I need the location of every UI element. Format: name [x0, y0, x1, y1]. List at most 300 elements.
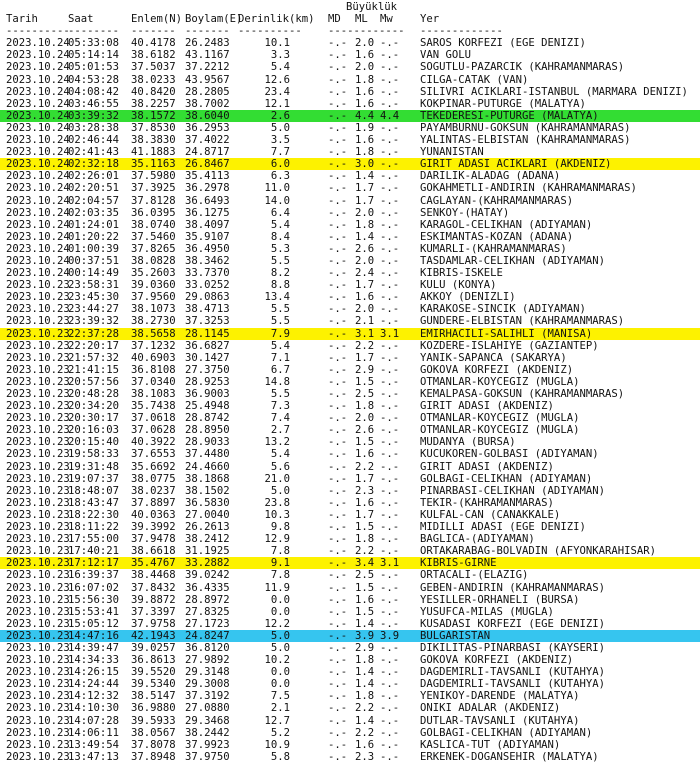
row-depth: 8.2	[270, 267, 290, 280]
earthquake-row	[0, 509, 700, 521]
row-ml: 1.8	[355, 654, 375, 667]
row-place: KOZDERE-ISLAHIYE (GAZIANTEP)	[420, 339, 599, 352]
row-mw: -.-	[380, 678, 400, 691]
earthquake-row	[0, 666, 700, 678]
row-time: 03:28:38	[68, 121, 120, 134]
row-time: 01:20:22	[68, 230, 120, 243]
earthquake-row	[0, 739, 700, 751]
column-header-latitude: Enlem(N)	[131, 13, 183, 26]
row-ml: 2.5	[355, 569, 375, 582]
row-depth: 3.3	[270, 49, 290, 62]
earthquake-row	[0, 715, 700, 727]
row-mw: -.-	[380, 363, 400, 376]
row-longitude: 28.9253	[185, 375, 230, 388]
row-place: TASDAMLAR-CELIKHAN (ADIYAMAN)	[420, 254, 605, 267]
row-date: 2023.10.23	[6, 400, 70, 413]
row-time: 14:34:33	[68, 654, 120, 667]
row-mw: -.-	[380, 569, 400, 582]
row-date: 2023.10.24	[6, 194, 70, 207]
row-longitude: 37.3192	[185, 690, 230, 703]
row-longitude: 35.4113	[185, 170, 230, 183]
row-place: MUDANYA (BURSA)	[420, 436, 516, 449]
row-date: 2023.10.23	[6, 448, 70, 461]
row-depth: 5.5	[270, 315, 290, 328]
earthquake-row	[0, 642, 700, 654]
row-longitude: 37.4480	[185, 448, 230, 461]
row-longitude: 38.4713	[185, 303, 230, 316]
row-time: 02:41:43	[68, 146, 120, 159]
row-ml: 2.0	[355, 303, 375, 316]
row-depth: 0.0	[270, 666, 290, 679]
row-ml: 2.2	[355, 460, 375, 473]
row-md: -.-	[328, 496, 348, 509]
row-md: -.-	[328, 581, 348, 594]
row-time: 01:00:39	[68, 242, 120, 255]
row-ml: 2.4	[355, 267, 375, 280]
row-date: 2023.10.24	[6, 146, 70, 159]
row-ml: 1.6	[355, 496, 375, 509]
earthquake-row	[0, 569, 700, 581]
row-date: 2023.10.23	[6, 436, 70, 449]
row-date: 2023.10.23	[6, 484, 70, 497]
earthquake-row	[0, 630, 700, 642]
row-date: 2023.10.24	[6, 134, 70, 147]
row-depth: 5.5	[270, 388, 290, 400]
earthquake-row	[0, 461, 700, 473]
row-time: 14:12:32	[68, 690, 120, 703]
magnitude-group-header-row	[0, 1, 700, 13]
row-place: GUNDERE-ELBISTAN (KAHRAMANMARAS)	[420, 315, 625, 328]
row-time: 03:39:32	[68, 109, 120, 122]
row-date: 2023.10.24	[6, 121, 70, 134]
row-latitude: 35.7438	[131, 400, 176, 413]
row-place: YANIK-SAPANCA (SAKARYA)	[420, 351, 567, 364]
row-time: 14:47:16	[68, 629, 120, 642]
row-date: 2023.10.24	[6, 206, 70, 219]
row-md: -.-	[328, 182, 348, 195]
row-mw: -.-	[380, 279, 400, 292]
row-time: 20:34:20	[68, 400, 120, 413]
row-place: PAYAMBURNU-GOKSUN (KAHRAMANMARAS)	[420, 121, 631, 134]
row-latitude: 39.5520	[131, 666, 176, 679]
row-depth: 5.0	[270, 641, 290, 654]
row-mw: -.-	[380, 508, 400, 521]
row-time: 14:10:30	[68, 702, 120, 715]
magnitude-group-label: Büyüklük	[346, 1, 398, 13]
row-longitude: 25.4948	[185, 400, 230, 413]
row-time: 15:53:41	[68, 605, 120, 618]
row-ml: 1.4	[355, 678, 375, 691]
row-place: KARAGOL-CELIKHAN (ADIYAMAN)	[420, 218, 593, 231]
row-md: -.-	[328, 569, 348, 582]
earthquake-row	[0, 74, 700, 86]
row-mw: -.-	[380, 218, 400, 231]
row-depth: 7.8	[270, 545, 290, 558]
row-depth: 2.6	[270, 109, 290, 122]
row-place: TEKEDERESI-PUTURGE (MALATYA)	[420, 109, 599, 122]
row-mw: 3.1	[380, 327, 400, 340]
row-depth: 12.9	[264, 533, 290, 546]
row-date: 2023.10.24	[6, 218, 70, 231]
row-depth: 6.7	[270, 363, 290, 376]
separator-date: ----------	[6, 25, 70, 38]
row-depth: 9.1	[270, 557, 290, 570]
row-ml: 2.0	[355, 412, 375, 425]
row-mw: -.-	[380, 593, 400, 606]
row-place: SENKOY-(HATAY)	[420, 206, 510, 219]
row-place: CILGA-CATAK (VAN)	[420, 73, 529, 86]
row-latitude: 37.1232	[131, 339, 176, 352]
row-latitude: 38.2257	[131, 97, 176, 110]
row-depth: 14.8	[264, 375, 290, 388]
row-place: ESKIMANTAS-KOZAN (ADANA)	[420, 230, 574, 243]
row-md: -.-	[328, 533, 348, 546]
row-ml: 1.6	[355, 97, 375, 110]
row-latitude: 36.9880	[131, 702, 176, 715]
row-place: OTMANLAR-KOYCEGIZ (MUGLA)	[420, 412, 580, 425]
row-mw: -.-	[380, 484, 400, 497]
row-longitude: 37.9923	[185, 738, 230, 751]
row-md: -.-	[328, 617, 348, 630]
row-depth: 14.0	[264, 194, 290, 207]
row-latitude: 37.6553	[131, 448, 176, 461]
row-mw: -.-	[380, 666, 400, 679]
row-mw: -.-	[380, 37, 400, 50]
row-longitude: 31.1925	[185, 545, 230, 558]
row-time: 21:57:32	[68, 351, 120, 364]
row-ml: 2.1	[355, 315, 375, 328]
row-time: 18:48:07	[68, 484, 120, 497]
earthquake-row	[0, 158, 700, 170]
row-date: 2023.10.24	[6, 49, 70, 62]
row-place: KULFAL-CAN (CANAKKALE)	[420, 508, 561, 521]
row-longitude: 38.7002	[185, 97, 230, 110]
row-time: 05:14:14	[68, 49, 120, 62]
row-latitude: 37.0628	[131, 424, 176, 437]
row-md: -.-	[328, 702, 348, 715]
row-md: -.-	[328, 291, 348, 304]
row-date: 2023.10.23	[6, 714, 70, 727]
row-date: 2023.10.23	[6, 339, 70, 352]
row-place: GOKOVA KORFEZI (AKDENIZ)	[420, 363, 574, 376]
row-time: 23:45:30	[68, 291, 120, 304]
row-date: 2023.10.23	[6, 508, 70, 521]
earthquake-row	[0, 473, 700, 485]
row-depth: 5.0	[270, 121, 290, 134]
row-md: -.-	[328, 134, 348, 147]
row-time: 05:01:53	[68, 61, 120, 74]
row-ml: 4.4	[355, 109, 375, 122]
row-ml: 1.4	[355, 714, 375, 727]
row-longitude: 43.1167	[185, 49, 230, 62]
row-longitude: 33.2882	[185, 557, 230, 570]
row-ml: 1.4	[355, 666, 375, 679]
row-md: -.-	[328, 194, 348, 207]
row-place: KARAKOSE-SINCIK (ADIYAMAN)	[420, 303, 586, 316]
row-md: -.-	[328, 267, 348, 280]
row-latitude: 40.4178	[131, 37, 176, 50]
row-time: 04:53:28	[68, 73, 120, 86]
row-mw: -.-	[380, 339, 400, 352]
row-time: 02:04:57	[68, 194, 120, 207]
row-date: 2023.10.23	[6, 460, 70, 473]
row-place: SILIVRI ACIKLARI-ISTANBUL (MARMARA DENIZI)	[420, 85, 688, 98]
row-place: ONIKI ADALAR (AKDENIZ)	[420, 702, 561, 715]
row-ml: 1.8	[355, 690, 375, 703]
row-md: -.-	[328, 73, 348, 86]
row-ml: 2.6	[355, 424, 375, 437]
row-latitude: 37.9560	[131, 291, 176, 304]
row-time: 04:08:42	[68, 85, 120, 98]
row-longitude: 24.8717	[185, 146, 230, 159]
row-depth: 10.2	[264, 654, 290, 667]
row-latitude: 40.8420	[131, 85, 176, 98]
row-latitude: 38.2730	[131, 315, 176, 328]
earthquake-row	[0, 702, 700, 714]
row-mw: -.-	[380, 533, 400, 546]
row-mw: -.-	[380, 182, 400, 195]
row-place: OTMANLAR-KOYCEGIZ (MUGLA)	[420, 375, 580, 388]
row-longitude: 43.9567	[185, 73, 230, 86]
row-mw: -.-	[380, 254, 400, 267]
row-date: 2023.10.24	[6, 242, 70, 255]
row-latitude: 38.0233	[131, 73, 176, 86]
row-depth: 3.5	[270, 134, 290, 147]
row-time: 22:20:17	[68, 339, 120, 352]
row-mw: -.-	[380, 738, 400, 751]
row-mw: -.-	[380, 545, 400, 558]
row-longitude: 37.3253	[185, 315, 230, 328]
row-date: 2023.10.23	[6, 521, 70, 534]
row-date: 2023.10.23	[6, 472, 70, 485]
row-date: 2023.10.23	[6, 726, 70, 739]
row-depth: 10.3	[264, 508, 290, 521]
earthquake-row	[0, 594, 700, 606]
row-longitude: 27.1723	[185, 617, 230, 630]
row-place: DUTLAR-TAVSANLI (KUTAHYA)	[420, 714, 580, 727]
row-latitude: 38.0775	[131, 472, 176, 485]
earthquake-row	[0, 727, 700, 739]
row-mw: 4.4	[380, 109, 400, 122]
row-date: 2023.10.23	[6, 496, 70, 509]
row-date: 2023.10.23	[6, 702, 70, 715]
earthquake-row	[0, 424, 700, 436]
row-md: -.-	[328, 303, 348, 316]
row-mw: -.-	[380, 351, 400, 364]
row-place: GIRIT ADASI (AKDENIZ)	[420, 400, 554, 413]
row-latitude: 41.1883	[131, 146, 176, 159]
row-place: PINARBASI-CELIKHAN (ADIYAMAN)	[420, 484, 605, 497]
column-header-mw: Mw	[380, 13, 393, 26]
earthquake-row	[0, 618, 700, 630]
row-date: 2023.10.24	[6, 158, 70, 171]
earthquake-row	[0, 678, 700, 690]
row-time: 19:58:33	[68, 448, 120, 461]
row-date: 2023.10.23	[6, 303, 70, 316]
earthquake-row	[0, 582, 700, 594]
earthquake-row	[0, 134, 700, 146]
row-longitude: 38.4097	[185, 218, 230, 231]
row-mw: -.-	[380, 424, 400, 437]
row-time: 22:37:28	[68, 327, 120, 340]
earthquake-row	[0, 303, 700, 315]
row-longitude: 38.2442	[185, 726, 230, 739]
row-depth: 0.0	[270, 605, 290, 618]
row-longitude: 38.1868	[185, 472, 230, 485]
row-longitude: 27.3750	[185, 363, 230, 376]
row-date: 2023.10.23	[6, 593, 70, 606]
row-date: 2023.10.23	[6, 654, 70, 667]
row-depth: 6.0	[270, 158, 290, 171]
row-time: 13:47:13	[68, 750, 120, 763]
row-ml: 2.5	[355, 388, 375, 400]
earthquake-row	[0, 122, 700, 134]
row-longitude: 26.2483	[185, 37, 230, 50]
row-time: 16:39:37	[68, 569, 120, 582]
row-longitude: 28.2805	[185, 85, 230, 98]
row-longitude: 37.2212	[185, 61, 230, 74]
row-depth: 13.4	[264, 291, 290, 304]
earthquake-row	[0, 364, 700, 376]
row-time: 14:26:15	[68, 666, 120, 679]
row-ml: 1.4	[355, 230, 375, 243]
row-date: 2023.10.23	[6, 678, 70, 691]
row-md: -.-	[328, 363, 348, 376]
row-ml: 2.0	[355, 61, 375, 74]
column-header-ml: ML	[355, 13, 368, 26]
earthquake-row	[0, 291, 700, 303]
row-latitude: 37.5460	[131, 230, 176, 243]
row-ml: 3.4	[355, 557, 375, 570]
column-header-row	[0, 13, 700, 25]
row-date: 2023.10.24	[6, 85, 70, 98]
row-longitude: 27.0880	[185, 702, 230, 715]
row-time: 03:46:55	[68, 97, 120, 110]
row-md: -.-	[328, 436, 348, 449]
row-latitude: 38.6182	[131, 49, 176, 62]
row-time: 01:24:01	[68, 218, 120, 231]
row-longitude: 33.7370	[185, 267, 230, 280]
row-ml: 2.3	[355, 484, 375, 497]
row-depth: 7.5	[270, 690, 290, 703]
row-ml: 1.5	[355, 521, 375, 534]
row-longitude: 29.3008	[185, 678, 230, 691]
row-latitude: 38.5147	[131, 690, 176, 703]
row-time: 14:07:28	[68, 714, 120, 727]
row-time: 23:44:27	[68, 303, 120, 316]
row-md: -.-	[328, 448, 348, 461]
row-ml: 1.8	[355, 400, 375, 413]
row-place: KIBRIS-GIRNE	[420, 557, 497, 570]
row-md: -.-	[328, 158, 348, 171]
row-time: 17:55:00	[68, 533, 120, 546]
row-depth: 5.4	[270, 448, 290, 461]
row-longitude: 24.8247	[185, 629, 230, 642]
row-longitude: 36.8120	[185, 641, 230, 654]
row-time: 14:06:11	[68, 726, 120, 739]
row-latitude: 37.8432	[131, 581, 176, 594]
row-date: 2023.10.23	[6, 605, 70, 618]
row-md: -.-	[328, 230, 348, 243]
row-latitude: 39.0360	[131, 279, 176, 292]
row-date: 2023.10.24	[6, 97, 70, 110]
row-date: 2023.10.24	[6, 37, 70, 50]
row-longitude: 30.1427	[185, 351, 230, 364]
row-longitude: 39.0242	[185, 569, 230, 582]
row-ml: 1.7	[355, 279, 375, 292]
row-date: 2023.10.23	[6, 545, 70, 558]
row-mw: -.-	[380, 375, 400, 388]
row-mw: -.-	[380, 97, 400, 110]
row-ml: 1.4	[355, 617, 375, 630]
earthquake-row	[0, 170, 700, 182]
row-place: SOGUTLU-PAZARCIK (KAHRAMANMARAS)	[420, 61, 625, 74]
row-place: KASLICA-TUT (ADIYAMAN)	[420, 738, 561, 751]
row-latitude: 37.8128	[131, 194, 176, 207]
row-ml: 1.6	[355, 448, 375, 461]
row-latitude: 40.6903	[131, 351, 176, 364]
row-mw: -.-	[380, 242, 400, 255]
row-md: -.-	[328, 545, 348, 558]
row-time: 18:11:22	[68, 521, 120, 534]
row-time: 17:12:17	[68, 557, 120, 570]
row-ml: 2.6	[355, 242, 375, 255]
row-longitude: 36.2978	[185, 182, 230, 195]
row-ml: 2.9	[355, 363, 375, 376]
row-time: 00:37:51	[68, 254, 120, 267]
row-time: 20:15:40	[68, 436, 120, 449]
row-time: 19:31:48	[68, 460, 120, 473]
row-time: 20:16:03	[68, 424, 120, 437]
row-md: -.-	[328, 61, 348, 74]
row-mw: -.-	[380, 702, 400, 715]
row-ml: 3.1	[355, 327, 375, 340]
row-depth: 5.2	[270, 726, 290, 739]
row-latitude: 38.6618	[131, 545, 176, 558]
row-time: 14:24:44	[68, 678, 120, 691]
row-place: VAN GOLU	[420, 49, 472, 62]
row-place: AKKOY (DENIZLI)	[420, 291, 516, 304]
row-ml: 1.5	[355, 375, 375, 388]
row-depth: 5.4	[270, 61, 290, 74]
row-time: 02:26:01	[68, 170, 120, 183]
row-place: KUMARLI-(KAHRAMANMARAS)	[420, 242, 567, 255]
row-md: -.-	[328, 351, 348, 364]
row-ml: 2.3	[355, 750, 375, 763]
row-ml: 1.8	[355, 533, 375, 546]
earthquake-row	[0, 219, 700, 231]
row-ml: 2.9	[355, 641, 375, 654]
row-date: 2023.10.23	[6, 375, 70, 388]
row-longitude: 27.9892	[185, 654, 230, 667]
row-latitude: 38.5658	[131, 327, 176, 340]
row-md: -.-	[328, 146, 348, 159]
earthquake-row	[0, 448, 700, 460]
row-time: 18:22:30	[68, 508, 120, 521]
row-place: KEMALPASA-GOKSUN (KAHRAMANMARAS)	[420, 388, 625, 400]
row-longitude: 28.8742	[185, 412, 230, 425]
row-depth: 10.9	[264, 738, 290, 751]
row-mw: -.-	[380, 158, 400, 171]
row-time: 20:30:17	[68, 412, 120, 425]
row-ml: 1.7	[355, 182, 375, 195]
row-latitude: 38.0237	[131, 484, 176, 497]
row-longitude: 38.1502	[185, 484, 230, 497]
row-place: MIDILLI ADASI (EGE DENIZI)	[420, 521, 586, 534]
row-date: 2023.10.23	[6, 291, 70, 304]
row-latitude: 38.1572	[131, 109, 176, 122]
row-date: 2023.10.23	[6, 412, 70, 425]
